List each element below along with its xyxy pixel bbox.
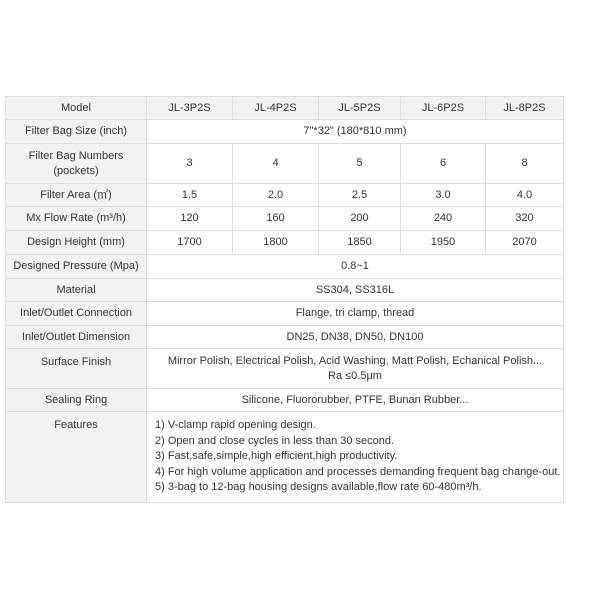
model-cell: JL-3P2S — [147, 97, 233, 120]
model-cell: JL-6P2S — [401, 97, 486, 120]
design-height-cell: 2070 — [486, 231, 564, 255]
table-row-filter-area — [6, 184, 564, 207]
row-label-max-flow-rate: Mx Flow Rate (m³/h) — [6, 207, 147, 231]
filter-area-cell: 4.0 — [486, 184, 564, 207]
row-label-filter-bag-numbers — [6, 144, 147, 184]
filter-bag-numbers-cell: 3 — [147, 144, 233, 184]
filter-bag-numbers-cell: 6 — [401, 144, 486, 184]
table-row-max-flow-rate — [6, 207, 564, 231]
spec-table — [5, 96, 564, 503]
design-height-cell: 1850 — [319, 231, 401, 255]
feature-item: 5) 3-bag to 12-bag housing designs available,flow rate 60-480m³/h. — [155, 481, 482, 493]
feature-item: 1) V-clamp rapid opening design. — [155, 419, 316, 431]
design-height-cell: 1700 — [147, 231, 233, 255]
filter-area-cell: 2.5 — [319, 184, 401, 207]
max-flow-rate-cell: 160 — [233, 207, 319, 231]
row-label-filter-area: Filter Area (㎡) — [6, 184, 147, 207]
inlet-outlet-dimension-value: DN25, DN38, DN50, DN100 — [147, 326, 564, 349]
sealing-ring-value: Silicone, Fluororubber, PTFE, Bunan Rubber... — [147, 389, 564, 412]
table-row-model — [6, 97, 564, 120]
row-label-inlet-outlet-connection: Inlet/Outlet Connection — [6, 302, 147, 326]
row-label-surface-finish: Surface Finish — [6, 349, 147, 389]
features-list — [147, 412, 564, 503]
inlet-outlet-connection-value: Flange, tri clamp, thread — [147, 302, 564, 326]
feature-item: 3) Fast,safe,simple,high efficient,high productivity. — [155, 450, 398, 462]
max-flow-rate-cell: 120 — [147, 207, 233, 231]
feature-item: 4) For high volume application and processes demanding frequent bag change-out. — [155, 465, 561, 478]
filter-bag-numbers-cell: 8 — [486, 144, 564, 184]
filter-bag-numbers-label-line2: (pockets) — [53, 164, 99, 177]
table-row-design-height — [6, 231, 564, 255]
model-cell: JL-8P2S — [486, 97, 564, 120]
filter-bag-numbers-cell: 4 — [233, 144, 319, 184]
filter-bag-numbers-cell: 5 — [319, 144, 401, 184]
design-height-cell: 1800 — [233, 231, 319, 255]
surface-finish-value — [147, 349, 564, 389]
max-flow-rate-cell: 200 — [319, 207, 401, 231]
model-cell: JL-5P2S — [319, 97, 401, 120]
table-row-surface-finish — [6, 349, 564, 389]
row-label-inlet-outlet-dimension: Inlet/Outlet Dimension — [6, 326, 147, 349]
row-label-designed-pressure: Designed Pressure (Mpa) — [6, 255, 147, 279]
table-row-designed-pressure — [6, 255, 564, 279]
row-label-sealing-ring: Sealing Ring — [6, 389, 147, 412]
filter-area-cell: 2.0 — [233, 184, 319, 207]
row-label-design-height: Design Height (mm) — [6, 231, 147, 255]
designed-pressure-value: 0.8~1 — [147, 255, 564, 279]
table-row-sealing-ring — [6, 389, 564, 412]
row-label-features: Features — [6, 412, 147, 503]
design-height-cell: 1950 — [401, 231, 486, 255]
row-label-model: Model — [6, 97, 147, 120]
table-row-filter-bag-numbers — [6, 144, 564, 184]
model-cell: JL-4P2S — [233, 97, 319, 120]
max-flow-rate-cell: 320 — [486, 207, 564, 231]
table-row-inlet-outlet-connection — [6, 302, 564, 326]
filter-bag-numbers-label-line1: Filter Bag Numbers — [28, 149, 124, 162]
filter-area-cell: 3.0 — [401, 184, 486, 207]
filter-area-cell: 1.5 — [147, 184, 233, 207]
feature-item: 2) Open and close cycles in less than 30 second. — [155, 434, 395, 447]
surface-finish-line1: Mirror Polish, Electrical Polish, Acid Washing, Matt Polish, Echanical Polish... — [167, 354, 543, 367]
row-label-filter-bag-size: Filter Bag Size (inch) — [6, 120, 147, 144]
table-row-inlet-outlet-dimension — [6, 326, 564, 349]
table-row-features — [6, 412, 564, 503]
table-row-material — [6, 279, 564, 302]
table-row-filter-bag-size — [6, 120, 564, 144]
filter-bag-size-value: 7"*32" (180*810 mm) — [147, 120, 564, 144]
row-label-material: Material — [6, 279, 147, 302]
max-flow-rate-cell: 240 — [401, 207, 486, 231]
surface-finish-line2: Ra ≤0.5μm — [328, 369, 382, 382]
material-value: SS304, SS316L — [147, 279, 564, 302]
